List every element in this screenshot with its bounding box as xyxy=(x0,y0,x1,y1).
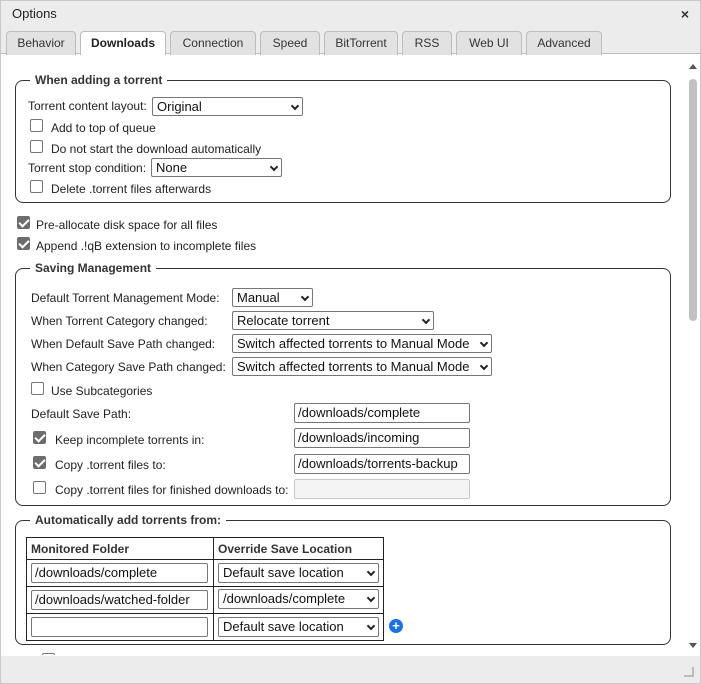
default-path-changed-label: When Default Save Path changed: xyxy=(31,337,216,351)
copy-torrent-checkbox[interactable] xyxy=(33,456,46,469)
tab-bittorrent[interactable]: BitTorrent xyxy=(324,31,398,55)
copy-torrent-input[interactable]: /downloads/torrents-backup xyxy=(294,454,470,474)
default-save-input[interactable]: /downloads/complete xyxy=(294,403,470,423)
monitored-folders-table xyxy=(26,537,384,641)
tab-behavior[interactable]: Behavior xyxy=(6,31,76,55)
stop-condition-select[interactable] xyxy=(151,158,282,177)
cat-changed-value: Relocate torrent xyxy=(237,313,330,328)
default-save-label: Default Save Path: xyxy=(31,407,132,421)
scroll-up-icon[interactable] xyxy=(689,64,697,69)
chevron-down-icon xyxy=(291,102,299,110)
add-folder-icon[interactable]: + xyxy=(389,619,403,633)
copy-finished-label: Copy .torrent files for finished downloads to: xyxy=(55,483,289,497)
no-autostart-label: Do not start the download automatically xyxy=(51,142,262,156)
add-top-queue-label: Add to top of queue xyxy=(51,121,156,135)
mgmt-mode-value: Manual xyxy=(237,290,280,305)
override-select[interactable] xyxy=(218,563,379,583)
downloads-panel xyxy=(1,55,687,655)
table-row xyxy=(27,614,384,641)
folder-input[interactable]: /downloads/watched-folder xyxy=(31,590,208,610)
keep-incomplete-input[interactable]: /downloads/incoming xyxy=(294,428,470,448)
content-layout-value: Original xyxy=(157,99,202,114)
chevron-down-icon xyxy=(367,622,375,630)
copy-finished-input[interactable] xyxy=(294,479,470,499)
chevron-down-icon xyxy=(270,163,278,171)
tab-connection[interactable]: Connection xyxy=(170,31,256,55)
subcategories-label: Use Subcategories xyxy=(51,384,153,398)
add-top-queue-checkbox[interactable] xyxy=(30,119,43,132)
override-value: Default save location xyxy=(223,565,344,580)
tab-webui[interactable]: Web UI xyxy=(456,31,522,55)
next-option-checkbox[interactable] xyxy=(42,653,55,655)
cat-changed-label: When Torrent Category changed: xyxy=(31,314,208,328)
col-monitored-folder: Monitored Folder xyxy=(27,538,214,560)
chevron-down-icon xyxy=(367,594,375,602)
window-title: Options xyxy=(12,6,57,21)
vertical-scrollbar[interactable] xyxy=(687,61,699,653)
chevron-down-icon xyxy=(480,362,488,370)
table-row xyxy=(27,560,384,587)
content-layout-select[interactable] xyxy=(152,97,303,116)
chevron-down-icon xyxy=(367,568,375,576)
delete-torrent-label: Delete .torrent files afterwards xyxy=(51,182,212,196)
preallocate-checkbox[interactable] xyxy=(17,216,30,229)
tab-bar xyxy=(1,29,700,54)
stop-condition-value: None xyxy=(156,160,188,175)
cat-path-changed-label: When Category Save Path changed: xyxy=(31,360,226,374)
folder-input[interactable] xyxy=(31,617,208,637)
override-select[interactable] xyxy=(218,589,379,609)
resize-grip-icon[interactable] xyxy=(684,667,694,677)
default-path-changed-select[interactable] xyxy=(232,334,492,353)
col-override-location: Override Save Location xyxy=(214,538,384,560)
subcategories-checkbox[interactable] xyxy=(31,382,44,395)
close-icon[interactable]: × xyxy=(680,6,690,22)
override-value: /downloads/complete xyxy=(223,591,346,606)
tab-downloads[interactable]: Downloads xyxy=(80,31,166,56)
override-value: Default save location xyxy=(223,619,344,634)
override-select[interactable] xyxy=(218,617,379,637)
scroll-down-icon[interactable] xyxy=(689,643,697,648)
cat-changed-select[interactable] xyxy=(232,311,434,330)
mgmt-mode-select[interactable] xyxy=(232,288,313,307)
append-ext-checkbox[interactable] xyxy=(17,237,30,250)
copy-torrent-label: Copy .torrent files to: xyxy=(55,458,166,472)
copy-finished-checkbox[interactable] xyxy=(33,481,46,494)
keep-incomplete-label: Keep incomplete torrents in: xyxy=(55,433,205,447)
cat-path-changed-select[interactable] xyxy=(232,357,492,376)
dialog-footer xyxy=(1,656,700,683)
chevron-down-icon xyxy=(422,316,430,324)
keep-incomplete-checkbox[interactable] xyxy=(33,431,46,444)
table-header-row xyxy=(27,538,384,560)
title-bar xyxy=(1,1,700,29)
autoadd-legend: Automatically add torrents from: xyxy=(35,513,222,527)
chevron-down-icon xyxy=(301,293,309,301)
table-row xyxy=(27,587,384,614)
default-path-changed-value: Switch affected torrents to Manual Mode xyxy=(237,336,470,351)
folder-input[interactable]: /downloads/complete xyxy=(31,563,208,583)
tab-speed[interactable]: Speed xyxy=(260,31,320,55)
tab-rss[interactable]: RSS xyxy=(402,31,452,55)
content-layout-label: Torrent content layout: xyxy=(28,99,147,113)
no-autostart-checkbox[interactable] xyxy=(30,140,43,153)
preallocate-label: Pre-allocate disk space for all files xyxy=(36,218,218,232)
delete-torrent-checkbox[interactable] xyxy=(30,180,43,193)
append-ext-label: Append .!qB extension to incomplete files xyxy=(36,239,257,253)
stop-condition-label: Torrent stop condition: xyxy=(28,161,147,175)
saving-management-legend: Saving Management xyxy=(35,261,152,275)
mgmt-mode-label: Default Torrent Management Mode: xyxy=(31,291,220,305)
scroll-thumb[interactable] xyxy=(689,79,697,321)
adding-torrent-legend: When adding a torrent xyxy=(35,73,163,87)
cat-path-changed-value: Switch affected torrents to Manual Mode xyxy=(237,359,470,374)
chevron-down-icon xyxy=(480,339,488,347)
tab-advanced[interactable]: Advanced xyxy=(526,31,602,55)
